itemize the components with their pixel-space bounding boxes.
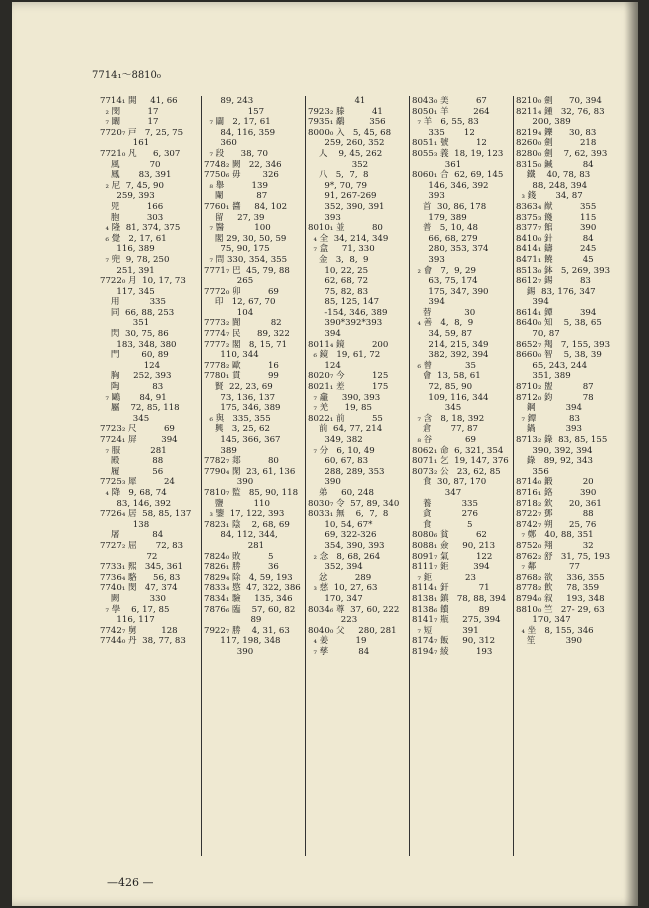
index-line: 88, 248, 394 — [516, 180, 588, 191]
index-line: 63, 75, 174 — [412, 276, 478, 287]
index-line: 7935₁ 鷸 356 — [308, 117, 386, 128]
index-line: 7727₂ 屈 72, 83 — [100, 540, 184, 551]
index-line: 8652₇ 羯 7, 155, 393 — [516, 339, 611, 350]
index-line: 八 5, 7, 8 — [308, 170, 369, 181]
index-line: 8716₁ 鉻 390 — [516, 487, 597, 498]
index-line: ₄ 隆 81, 374, 375 — [100, 223, 181, 234]
index-line: 7923₂ 滕 41 — [308, 106, 383, 117]
index-line: ₄ 全 34, 214, 349 — [308, 233, 389, 244]
index-line: 8377₇ 館 390 — [516, 223, 597, 234]
index-line: 72, 85, 90 — [412, 382, 473, 393]
index-line: 7829₄ 除 4, 59, 193 — [204, 572, 293, 583]
index-line: 390 — [204, 477, 254, 488]
index-line: 110, 344 — [204, 350, 259, 361]
index-line: 352 — [308, 159, 369, 170]
index-line: 394 — [516, 297, 549, 308]
index-line: ₂ 尼 7, 45, 90 — [100, 180, 164, 191]
index-line: 117, 345 — [100, 286, 155, 297]
index-line: 8810₀ 竺 27- 29, 63 — [516, 604, 605, 615]
index-line: ₇ 學 6, 17, 85 — [100, 604, 170, 615]
index-line: 印 12, 67, 70 — [204, 297, 276, 308]
index-line: 8138₆ 饋 89 — [412, 604, 490, 615]
index-line: 146, 346, 392 — [412, 180, 489, 191]
index-line: 161 — [100, 138, 150, 149]
index-line: 8260₀ 劍 218 — [516, 138, 597, 149]
index-line: ₇ 羊 6, 55, 83 — [412, 117, 479, 128]
index-line: 人 9, 45, 262 — [308, 148, 383, 159]
index-line: 394 — [308, 329, 341, 340]
index-line: 170, 347 — [516, 615, 571, 626]
index-line: 361 — [412, 159, 462, 170]
index-line: 200, 389 — [516, 117, 571, 128]
index-line: 8051₁ 號 12 — [412, 138, 487, 149]
index-line: 鹽 110 — [204, 498, 270, 509]
index-line: 8471₁ 饒 45 — [516, 254, 594, 265]
index-line: 金 3, 8, 9 — [308, 254, 369, 265]
index-line: 124 — [100, 360, 161, 371]
index-line: 280, 353, 374 — [412, 244, 489, 255]
index-line: 7774₇ 民 89, 322 — [204, 329, 290, 340]
index-line: 8742₇ 朔 25, 76 — [516, 519, 597, 530]
index-line: 91, 267-269 — [308, 191, 377, 202]
index-line: 8778₂ 飲 78, 359 — [516, 583, 600, 594]
index-line: 352, 390, 391 — [308, 201, 385, 212]
index-line: 7750₆ 毋 326 — [204, 170, 279, 181]
index-line: 7744₀ 丹 38, 77, 83 — [100, 636, 186, 647]
index-line: 8022₁ 前 55 — [308, 413, 383, 424]
index-line: 60, 67, 83 — [308, 456, 369, 467]
index-line: 7833₄ 愍 47, 322, 386 — [204, 583, 301, 594]
index-line: 閣 29, 30, 50, 59 — [204, 233, 287, 244]
index-line: 170, 347 — [308, 593, 363, 604]
index-line: 7733₁ 熙 345, 361 — [100, 562, 184, 573]
index-line: 殿 88 — [100, 456, 164, 467]
index-line: 8174₇ 飯 90, 312 — [412, 636, 496, 647]
index-column-5 — [513, 96, 618, 856]
index-line: 356 — [516, 466, 549, 477]
index-line: 345 — [412, 403, 462, 414]
index-line: 116, 389 — [100, 244, 155, 255]
index-line: ₇ 闞 17 — [100, 117, 159, 128]
index-line: ₇ 鐔 83 — [516, 413, 580, 424]
index-line: ₈ 舉 139 — [204, 180, 268, 191]
index-line: 8219₄ 鑠 30, 83 — [516, 127, 597, 138]
index-line: 闕 330 — [100, 593, 166, 604]
index-line: 214, 215, 349 — [412, 339, 489, 350]
index-line: 89, 243 — [204, 96, 254, 106]
index-line: 251, 391 — [100, 265, 155, 276]
index-line: 賢 22, 23, 69 — [204, 382, 273, 393]
page-gutter-shadow — [624, 2, 638, 906]
index-line: 弟 60, 248 — [308, 487, 374, 498]
index-line: 281 — [204, 540, 265, 551]
index-line: 8513₀ 鉢 5, 269, 393 — [516, 265, 611, 276]
index-line: 8712₀ 鈞 78 — [516, 392, 594, 403]
index-line: 8060₁ 合 62, 69, 145 — [412, 170, 504, 181]
index-line: 8011₄ 鏡 200 — [308, 339, 389, 350]
index-line: -154, 346, 389 — [308, 307, 388, 318]
index-line: ₇ 鷗 84, 91 — [100, 392, 167, 403]
index-line: 7742₇ 舅 128 — [100, 625, 178, 636]
index-columns — [98, 96, 610, 856]
index-line: 8612₇ 錫 83 — [516, 276, 591, 287]
index-line: 陶 83 — [100, 382, 164, 393]
index-line: 382, 392, 394 — [412, 350, 489, 361]
index-line: 7823₁ 陰 2, 68, 69 — [204, 519, 290, 530]
index-line: 8280₀ 劍 7, 62, 393 — [516, 148, 608, 159]
index-line: 183, 348, 380 — [100, 339, 177, 350]
index-line: 85, 125, 147 — [308, 297, 380, 308]
index-line: ₇ 孳 84 — [308, 646, 370, 657]
index-line: 7826₁ 勝 36 — [204, 562, 279, 573]
index-line: 7726₄ 居 58, 85, 137 — [100, 509, 192, 520]
index-line: 390, 392, 394 — [516, 445, 593, 456]
index-line: ₆ 與 335, 355 — [204, 413, 271, 424]
index-line: 8055₃ 義 18, 19, 123 — [412, 148, 504, 159]
index-line: 259, 393 — [100, 191, 155, 202]
index-line: 66, 68, 279 — [412, 233, 478, 244]
index-line: 84, 116, 359 — [204, 127, 276, 138]
index-line: 7748₂ 闕 22, 346 — [204, 159, 282, 170]
index-line: 7720₇ 戸 7, 25, 75 — [100, 127, 184, 138]
index-line: 8718₂ 欽 20, 361 — [516, 498, 602, 509]
index-line: 75, 90, 175 — [204, 244, 270, 255]
index-line: 389 — [204, 445, 237, 456]
index-line: 7760₁ 醬 84, 102 — [204, 201, 288, 212]
index-line: 8714₀ 鍛 20 — [516, 477, 594, 488]
index-line: 351, 389 — [516, 371, 571, 382]
index-line: 履 56 — [100, 466, 164, 477]
index-column-1 — [98, 96, 201, 856]
index-line: 7876₆ 臨 57, 60, 82 — [204, 604, 296, 615]
index-line: 347 — [412, 487, 462, 498]
index-line: ₆ 曾 35 — [412, 360, 476, 371]
index-line: 閃 30, 75, 86 — [100, 329, 169, 340]
index-line: 笙 390 — [516, 636, 582, 647]
index-line: ₆ 鏡 19, 61, 72 — [308, 350, 381, 361]
index-line: 7778₂ 歐 16 — [204, 360, 279, 371]
index-column-2 — [201, 96, 306, 856]
index-line: 鳳 83, 391 — [100, 170, 172, 181]
index-line: 8010₁ 並 80 — [308, 223, 383, 234]
index-line: 8640₀ 知 5, 38, 65 — [516, 318, 602, 329]
index-line: ₇ 問 330, 354, 355 — [204, 254, 288, 265]
index-line: ₇ 段 38, 70 — [204, 148, 268, 159]
index-line: 7824₀ 敗 5 — [204, 551, 274, 562]
index-line: 116, 117 — [100, 615, 155, 626]
book-page — [12, 2, 638, 906]
index-line: 8194₇ 綾 193 — [412, 646, 493, 657]
index-line: 8111₇ 鉅 394 — [412, 562, 490, 573]
index-line: 7780₁ 貫 99 — [204, 371, 279, 382]
index-line: 8614₁ 鐔 394 — [516, 307, 597, 318]
index-line: 9*, 70, 79 — [308, 180, 367, 191]
index-line: 145, 366, 367 — [204, 435, 281, 445]
index-line: ₂ 會 7, 9, 29 — [412, 265, 476, 276]
index-line: 7714₁ 閧 41, 66 — [100, 96, 178, 106]
index-line: 8794₀ 叙 193, 348 — [516, 593, 605, 604]
index-line: 394 — [412, 297, 445, 308]
index-line: ₇ 鄰 77 — [516, 562, 580, 573]
index-line: ₇ 闢 2, 17, 61 — [204, 117, 271, 128]
index-line: ₇ 鄭 40, 88, 351 — [516, 530, 594, 541]
index-line: 73, 136, 137 — [204, 392, 276, 403]
index-line: 留 27, 39 — [204, 212, 265, 223]
index-line: 8315₀ 鍼 84 — [516, 159, 594, 170]
index-line: ₂ 念 8, 68, 264 — [308, 551, 381, 562]
index-line: ₃ 鑒 17, 122, 393 — [204, 509, 285, 520]
index-line: 8021₁ 差 175 — [308, 382, 389, 393]
index-line: ₇ 短 391 — [412, 625, 479, 636]
index-line: 69, 322-326 — [308, 530, 377, 541]
index-line: 8710₂ 盥 87 — [516, 382, 594, 393]
index-line: 8768₂ 欲 336, 355 — [516, 572, 605, 583]
index-line: 352, 394 — [308, 562, 363, 573]
index-line: 7722₀ 月 10, 17, 73 — [100, 276, 186, 287]
index-line: 8713₂ 錄 83, 85, 155 — [516, 435, 608, 445]
index-line: 鐵 40, 78, 83 — [516, 170, 591, 181]
index-line: 7790₄ 閑 23, 61, 136 — [204, 466, 296, 477]
index-line: 兕 166 — [100, 201, 164, 212]
index-line: ₇ 含 8, 18, 392 — [412, 413, 485, 424]
index-line: 8030₇ 令 57, 89, 340 — [308, 498, 400, 509]
index-line: 7772₀ 卯 69 — [204, 286, 279, 297]
index-line: 興 3, 25, 62 — [204, 424, 270, 435]
index-line: 普 5, 10, 48 — [412, 223, 478, 234]
index-line: 錄 89, 92, 343 — [516, 456, 593, 467]
index-line: ₃ 錢 34, 87 — [516, 191, 583, 202]
index-line: 食 30, 87, 170 — [412, 477, 487, 488]
index-line: 屬 72, 85, 118 — [100, 403, 180, 414]
index-line: 393 — [412, 191, 445, 202]
index-line: ₄ 降 9, 68, 74 — [100, 487, 167, 498]
index-line: 89 — [204, 615, 262, 626]
index-line: 109, 116, 344 — [412, 392, 489, 403]
index-line: 72 — [100, 551, 158, 562]
index-line: 7724₁ 屏 394 — [100, 435, 178, 445]
index-line: 393 — [412, 254, 445, 265]
index-line: 390 — [308, 477, 341, 488]
index-line: 84, 112, 344, — [204, 530, 278, 541]
index-line: 7777₂ 閣 8, 15, 71 — [204, 339, 288, 350]
index-line: ₄ 善 4, 8, 9 — [412, 318, 474, 329]
index-line: ₄ 坐 8, 155, 346 — [516, 625, 594, 636]
index-line: ₇ 羌 19, 85 — [308, 403, 372, 414]
index-line: 10, 54, 67* — [308, 519, 373, 530]
index-line: 錫 83, 176, 347 — [516, 286, 596, 297]
index-line: 157 — [204, 106, 265, 117]
index-line: 65, 243, 244 — [516, 360, 588, 371]
index-line: 175, 346, 389 — [204, 403, 281, 414]
index-line: 首 30, 86, 178 — [412, 201, 487, 212]
index-line: 349, 382 — [308, 435, 363, 445]
index-line: 8050₁ 羊 264 — [412, 106, 490, 117]
index-line: 8211₄ 鍾 32, 76, 83 — [516, 106, 605, 117]
index-line: ₃ 慈 10, 27, 63 — [308, 583, 378, 594]
index-line: 390*392*393 — [308, 318, 383, 329]
index-line: 前 64, 77, 214 — [308, 424, 383, 435]
index-line: 8000₀ 入 5, 45, 68 — [308, 127, 392, 138]
index-line: 8073₂ 公 23, 62, 85 — [412, 466, 501, 477]
index-line: 8375₃ 餞 115 — [516, 212, 597, 223]
index-line: ₈ 谷 69 — [412, 435, 476, 445]
index-line: 7834₁ 驗 135, 346 — [204, 593, 293, 604]
index-line: 8091₇ 氣 122 — [412, 551, 493, 562]
index-line: 鍋 393 — [516, 424, 582, 435]
index-line: 7721₀ 凡 6, 307 — [100, 148, 181, 159]
index-line: 7771₇ 巴 45, 79, 88 — [204, 265, 290, 276]
index-line: ₂ 閔 17 — [100, 106, 159, 117]
index-line: ₇ 醫 100 — [204, 223, 271, 234]
index-line: 83, 146, 392 — [100, 498, 172, 509]
index-line: 胸 252, 393 — [100, 371, 172, 382]
index-line: 390 — [204, 646, 254, 657]
index-line: 8660₀ 智 5, 38, 39 — [516, 350, 602, 361]
index-line: 7782₇ 郯 80 — [204, 456, 279, 467]
index-line: 8043₀ 美 67 — [412, 96, 487, 106]
index-line: 8410₀ 針 84 — [516, 233, 594, 244]
index-line: 124 — [308, 360, 341, 371]
index-line: 360 — [204, 138, 237, 149]
index-line: 用 335 — [100, 297, 166, 308]
index-line: 8141₇ 瓶 275, 394 — [412, 615, 501, 626]
index-line: 8414₁ 鑄 245 — [516, 244, 597, 255]
index-line: 8034₆ 尊 37, 60, 222 — [308, 604, 400, 615]
index-line: 8752₀ 翔 32 — [516, 540, 594, 551]
index-line: 7740₁ 閔 47, 374 — [100, 583, 178, 594]
index-line: 10, 22, 25 — [308, 265, 369, 276]
index-line: 34, 59, 87 — [412, 329, 473, 340]
index-line: 8363₄ 猷 355 — [516, 201, 597, 212]
index-column-3 — [305, 96, 410, 856]
index-line: 替 30 — [412, 307, 476, 318]
index-line: 貪 276 — [412, 509, 478, 520]
index-line: 8088₁ 僉 90, 213 — [412, 540, 496, 551]
index-line: 胞 303 — [100, 212, 164, 223]
index-line: 351 — [100, 318, 150, 329]
index-column-4 — [409, 96, 514, 856]
index-line: ₇ 鉅 23 — [412, 572, 476, 583]
index-line: 8040₀ 父 280, 281 — [308, 625, 397, 636]
index-line: 倉 77, 87 — [412, 424, 478, 435]
index-line: 288, 289, 353 — [308, 466, 385, 477]
index-line: 223 — [308, 615, 358, 626]
index-line: 8114₁ 釬 71 — [412, 583, 490, 594]
index-line: 259, 260, 352 — [308, 138, 385, 149]
index-line: 忿 289 — [308, 572, 372, 583]
index-line: 養 335 — [412, 498, 478, 509]
index-line: 335 12 — [412, 127, 475, 138]
index-line: 354, 390, 393 — [308, 540, 385, 551]
index-line: 41 — [308, 96, 366, 106]
index-line: 138 — [100, 519, 150, 530]
index-line: 104 — [204, 307, 254, 318]
index-line: 8722₇ 鄧 88 — [516, 509, 594, 520]
index-line: 8210₀ 劍 70, 394 — [516, 96, 602, 106]
index-line: 7810₇ 監 85, 90, 118 — [204, 487, 299, 498]
index-line: 117, 198, 348 — [204, 636, 281, 647]
index-line: 8062₁ 命 6, 321, 354 — [412, 445, 504, 456]
index-line: 8080₆ 貧 62 — [412, 530, 487, 541]
index-line: 同 66, 88, 253 — [100, 307, 175, 318]
index-line: 62, 68, 72 — [308, 276, 369, 287]
index-line: 7773₂ 閬 82 — [204, 318, 282, 329]
index-line: 70, 87 — [516, 329, 560, 340]
page-number: —426 — — [107, 876, 154, 889]
index-line: 75, 82, 83 — [308, 286, 369, 297]
index-line: 門 60, 89 — [100, 350, 169, 361]
index-line: 265 — [204, 276, 254, 287]
index-line: 食 5 — [412, 519, 473, 530]
index-line: ₇ 分 6, 10, 49 — [308, 445, 375, 456]
index-line: 7736₄ 駱 56, 83 — [100, 572, 181, 583]
index-line: ₇ 兜 9, 78, 250 — [100, 254, 170, 265]
index-line: 8138₁ 鎮 78, 88, 394 — [412, 593, 507, 604]
index-line: ₇ 服 281 — [100, 445, 167, 456]
index-line: 345 — [100, 413, 150, 424]
index-line: 175, 347, 390 — [412, 286, 489, 297]
index-line: 7723₂ 尺 69 — [100, 424, 175, 435]
index-line: ₇ 龕 390, 393 — [308, 392, 381, 403]
index-line: 會 13, 58, 61 — [412, 371, 481, 382]
index-line: 8071₁ 乞 19, 147, 376 — [412, 456, 509, 467]
index-line: 7725₃ 犀 24 — [100, 477, 175, 488]
index-line: ₄ 姜 19 — [308, 636, 367, 647]
page-range-header: 7714₁～8810₀ — [92, 70, 161, 81]
index-line: 8762₂ 舒 31, 75, 193 — [516, 551, 611, 562]
index-line: ₇ 盒 71, 330 — [308, 244, 375, 255]
index-line: 179, 389 — [412, 212, 467, 223]
index-line: 風 70 — [100, 159, 161, 170]
index-line: 8033₁ 無 6, 7, 8 — [308, 509, 389, 520]
index-line: 闌 87 — [204, 191, 268, 202]
index-line: ₆ 覺 2, 17, 61 — [100, 233, 167, 244]
index-line: 8020₇ 今 125 — [308, 371, 389, 382]
index-line: 屠 84 — [100, 530, 164, 541]
index-line: 鋼 394 — [516, 403, 582, 414]
index-line: 7922₇ 勝 4, 31, 63 — [204, 625, 290, 636]
index-line: 393 — [308, 212, 341, 223]
